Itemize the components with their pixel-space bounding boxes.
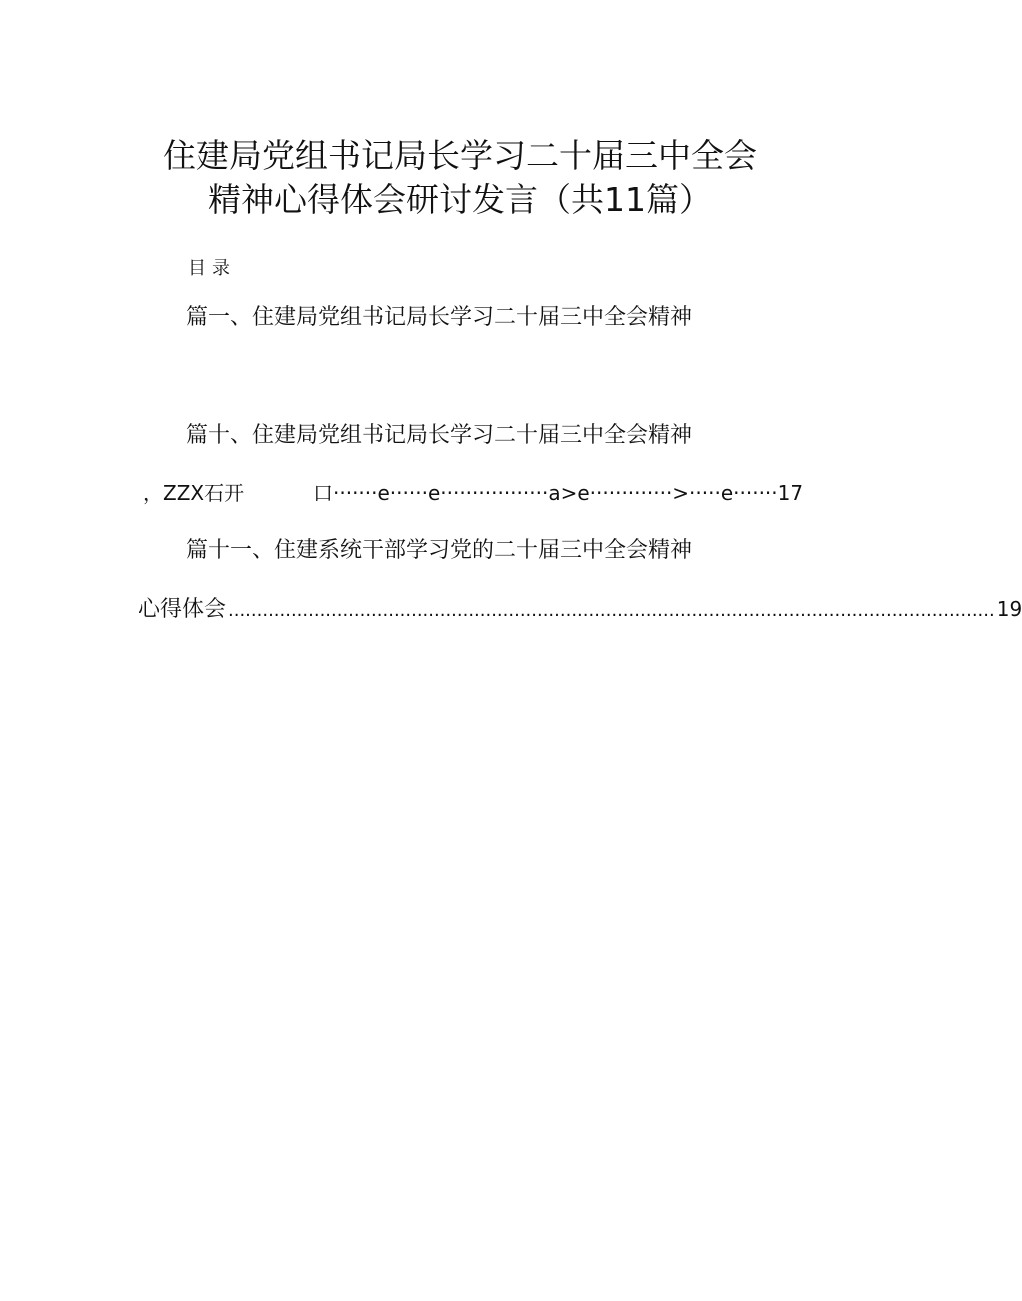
toc-dot-leader: ......................................................................................................................................	[228, 600, 995, 621]
toc-entry-10-continuation-leader: 口·······e······e·················a>e·············>·····e·······17	[313, 481, 804, 505]
toc-page-number: 19	[996, 597, 1022, 621]
toc-entry-10-continuation-left: ，ZZX石开	[143, 481, 245, 505]
toc-entry-10: 篇十、住建局党组书记局长学习二十届三中全会精神	[186, 423, 693, 448]
toc-entry-1: 篇一、住建局党组书记局长学习二十届三中全会精神	[186, 305, 693, 330]
toc-heading: 目录	[188, 258, 236, 279]
toc-entry-11: 篇十一、住建系统干部学习党的二十届三中全会精神	[186, 538, 693, 563]
document-title-line-1: 住建局党组书记局长学习二十届三中全会	[163, 136, 757, 175]
toc-entry-11-text: 心得体会	[138, 597, 227, 622]
toc-entry-11-continuation	[138, 594, 1022, 626]
document-title-line-2: 精神心得体会研讨发言（共11篇）	[208, 180, 712, 219]
